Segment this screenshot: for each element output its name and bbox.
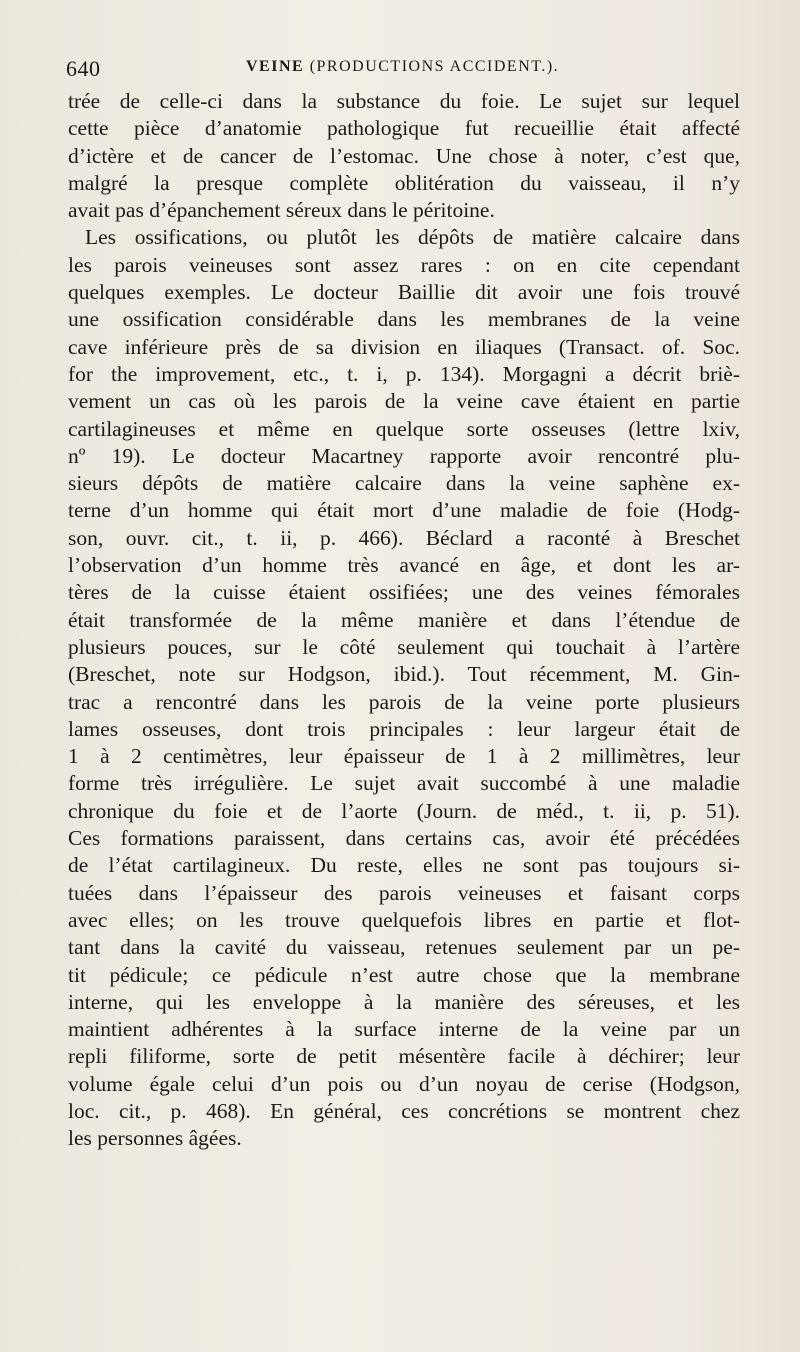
text-line: forme très irrégulière. Le sujet avait succombé à une maladie xyxy=(68,771,740,796)
running-title-main: VEINE xyxy=(246,58,305,75)
running-title-rest: (PRODUCTIONS ACCIDENT.). xyxy=(304,58,560,75)
text-line: (Breschet, note sur Hodgson, ibid.). Tout récemment, M. Gin- xyxy=(68,662,740,687)
text-line: chronique du foie et de l’aorte (Journ. de méd., t. ii, p. 51). xyxy=(68,798,740,823)
page-header xyxy=(66,56,742,88)
text-line: for the improvement, etc., t. i, p. 134). Morgagni a décrit briè- xyxy=(68,361,740,386)
text-line: d’ictère et de cancer de l’estomac. Une chose à noter, c’est que, xyxy=(68,143,740,168)
text-line: les parois veineuses sont assez rares : on en cite cependant xyxy=(68,252,740,277)
text-line: interne, qui les enveloppe à la manière des séreuses, et les xyxy=(68,989,740,1014)
text-line: plusieurs pouces, sur le côté seulement qui touchait à l’artère xyxy=(68,634,740,659)
page-number: 640 xyxy=(66,56,101,81)
text-line: les personnes âgées. xyxy=(68,1126,242,1151)
text-line: 1 à 2 centimètres, leur épaisseur de 1 à 2 millimètres, leur xyxy=(68,744,740,769)
text-line: malgré la presque complète oblitération du vaisseau, il n’y xyxy=(68,170,740,195)
text-line: l’observation d’un homme très avancé en âge, et dont les ar- xyxy=(68,553,740,578)
text-line: vement un cas où les parois de la veine cave étaient en partie xyxy=(68,389,740,414)
text-line: Ces formations paraissent, dans certains cas, avoir été précédées xyxy=(68,826,740,851)
text-line: tuées dans l’épaisseur des parois veineuses et faisant corps xyxy=(68,880,740,905)
text-line: quelques exemples. Le docteur Baillie dit avoir une fois trouvé xyxy=(68,280,740,305)
text-line: avec elles; on les trouve quelquefois libres en partie et flot- xyxy=(68,907,740,932)
text-line: maintient adhérentes à la surface interne de la veine par un xyxy=(68,1017,740,1042)
text-line: cette pièce d’anatomie pathologique fut recueillie était affecté xyxy=(68,116,740,141)
running-title xyxy=(246,58,559,76)
body-text xyxy=(68,88,740,1153)
text-line: cartilagineuses et même en quelque sorte osseuses (lettre lxiv, xyxy=(68,416,740,441)
text-line: cave inférieure près de sa division en iliaques (Transact. of. Soc. xyxy=(68,334,740,359)
text-line: trac a rencontré dans les parois de la veine porte plusieurs xyxy=(68,689,740,714)
text-line: avait pas d’épanchement séreux dans le péritoine. xyxy=(68,198,495,223)
text-line: tit pédicule; ce pédicule n’est autre chose que la membrane xyxy=(68,962,740,987)
text-line: lames osseuses, dont trois principales : leur largeur était de xyxy=(68,716,740,741)
text-line: une ossification considérable dans les membranes de la veine xyxy=(68,307,740,332)
text-line: trée de celle-ci dans la substance du foie. Le sujet sur lequel xyxy=(68,89,740,113)
text-line: sieurs dépôts de matière calcaire dans la veine saphène ex- xyxy=(68,471,740,496)
text-line: nº 19). Le docteur Macartney rapporte avoir rencontré plu- xyxy=(68,443,740,468)
text-line: tant dans la cavité du vaisseau, retenues seulement par un pe- xyxy=(68,935,740,960)
text-line: était transformée de la même manière et dans l’étendue de xyxy=(68,607,740,632)
text-line: son, ouvr. cit., t. ii, p. 466). Béclard a raconté à Breschet xyxy=(68,525,740,550)
text-line: repli filiforme, sorte de petit mésentère facile à déchirer; leur xyxy=(68,1044,740,1069)
text-line: Les ossifications, ou plutôt les dépôts de matière calcaire dans xyxy=(85,225,740,250)
text-line: terne d’un homme qui était mort d’une maladie de foie (Hodg- xyxy=(68,498,740,523)
text-line: de l’état cartilagineux. Du reste, elles ne sont pas toujours si- xyxy=(68,853,740,878)
text-line: tères de la cuisse étaient ossifiées; une des veines fémorales xyxy=(68,580,740,605)
text-line: loc. cit., p. 468). En général, ces concrétions se montrent chez xyxy=(68,1098,740,1123)
text-line: volume égale celui d’un pois ou d’un noyau de cerise (Hodgson, xyxy=(68,1071,740,1096)
